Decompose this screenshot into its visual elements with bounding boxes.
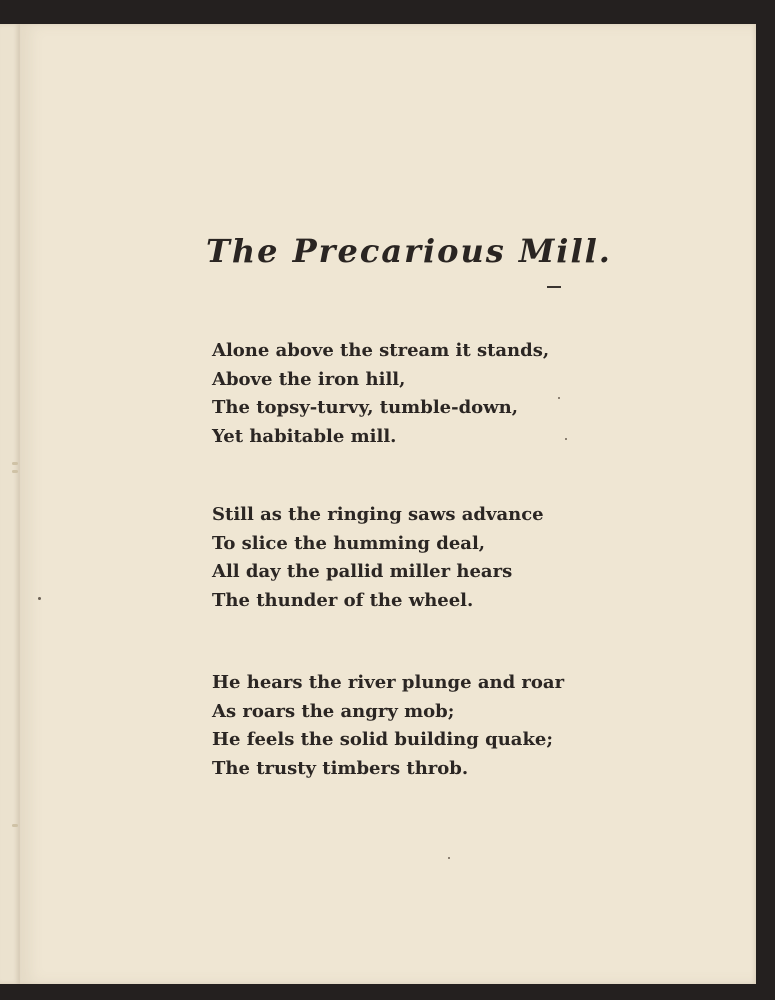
poem-title: The Precarious Mill. xyxy=(206,232,612,270)
page-sheet xyxy=(20,24,756,984)
poem-line: Still as the ringing saws advance xyxy=(212,504,544,525)
poem-line: As roars the angry mob; xyxy=(212,700,455,722)
paper-speck xyxy=(558,397,560,399)
binding-stitch xyxy=(12,824,18,827)
poem-line: Above the iron hill, xyxy=(212,368,406,390)
stanza-1 xyxy=(212,337,549,451)
poem-line: The trusty timbers throb. xyxy=(212,757,469,779)
stanza-2 xyxy=(212,501,544,615)
paper-speck xyxy=(38,597,41,600)
paper-speck xyxy=(565,438,567,440)
paper-speck xyxy=(448,857,450,859)
poem-line: Alone above the stream it stands, xyxy=(212,340,550,361)
poem-line: The thunder of the wheel. xyxy=(212,589,474,611)
poem-line: He hears the river plunge and roar xyxy=(212,672,565,693)
poem-line: Yet habitable mill. xyxy=(212,425,397,447)
facing-page-edge xyxy=(0,24,21,984)
poem-line: All day the pallid miller hears xyxy=(212,561,513,582)
poem-line: To slice the humming deal, xyxy=(212,532,486,554)
binding-stitch xyxy=(12,470,18,473)
binding-stitch xyxy=(12,462,18,465)
stanza-3 xyxy=(212,669,564,783)
poem-line: The topsy-turvy, tumble-down, xyxy=(212,397,519,418)
poem-line: He feels the solid building quake; xyxy=(212,729,554,750)
title-underline-mark xyxy=(547,286,561,288)
